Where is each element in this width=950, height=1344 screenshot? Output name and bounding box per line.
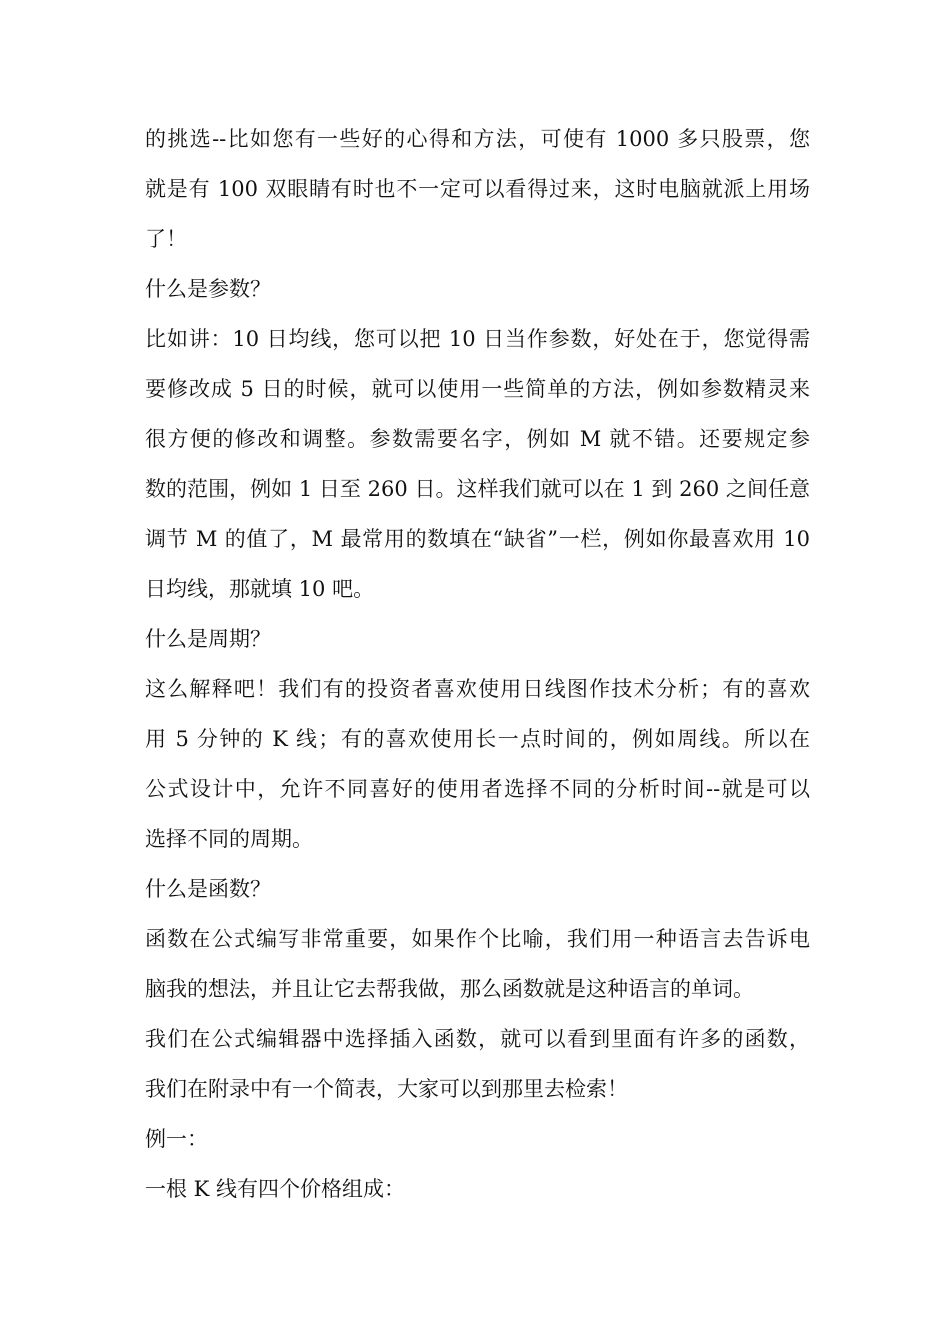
text-line: 就是有 100 双眼睛有时也不一定可以看得过来，这时电脑就派上用场	[145, 177, 810, 201]
text-line: 我们在附录中有一个简表，大家可以到那里去检索！	[145, 1077, 628, 1101]
text-line: 用 5 分钟的 K 线；有的喜欢使用长一点时间的，例如周线。所以在	[145, 727, 810, 751]
text-line: 脑我的想法，并且让它去帮我做，那么函数就是这种语言的单词。	[145, 977, 754, 1001]
section-heading-period: 什么是周期？	[145, 627, 271, 651]
text-line: 日均线，那就填 10 吧。	[145, 577, 375, 601]
text-line: 选择不同的周期。	[145, 827, 313, 851]
text-line: 的挑选--比如您有一些好的心得和方法，可使有 1000 多只股票，您	[145, 127, 810, 151]
text-line: 很方便的修改和调整。参数需要名字，例如 M 就不错。还要规定参	[145, 427, 810, 451]
text-line: 公式设计中，允许不同喜好的使用者选择不同的分析时间--就是可以	[145, 777, 810, 801]
text-line: 比如讲：10 日均线，您可以把 10 日当作参数，好处在于，您觉得需	[145, 327, 810, 351]
text-line: 我们在公式编辑器中选择插入函数，就可以看到里面有许多的函数，	[145, 1027, 810, 1051]
body-text	[145, 114, 810, 1214]
text-line: 要修改成 5 日的时候，就可以使用一些简单的方法，例如参数精灵来	[145, 377, 810, 401]
text-line: 函数在公式编写非常重要，如果作个比喻，我们用一种语言去告诉电	[145, 927, 810, 951]
text-line: 一根 K 线有四个价格组成：	[145, 1177, 406, 1201]
text-line: 数的范围，例如 1 日至 260 日。这样我们就可以在 1 到 260 之间任意	[145, 477, 810, 501]
section-heading-function: 什么是函数？	[145, 877, 271, 901]
section-heading-parameter: 什么是参数？	[145, 277, 271, 301]
example-heading: 例一：	[145, 1127, 208, 1151]
text-line: 调节 M 的值了，M 最常用的数填在“缺省”一栏，例如你最喜欢用 10	[145, 527, 810, 551]
text-line: 这么解释吧！我们有的投资者喜欢使用日线图作技术分析；有的喜欢	[145, 677, 810, 701]
text-line: 了！	[145, 227, 187, 251]
